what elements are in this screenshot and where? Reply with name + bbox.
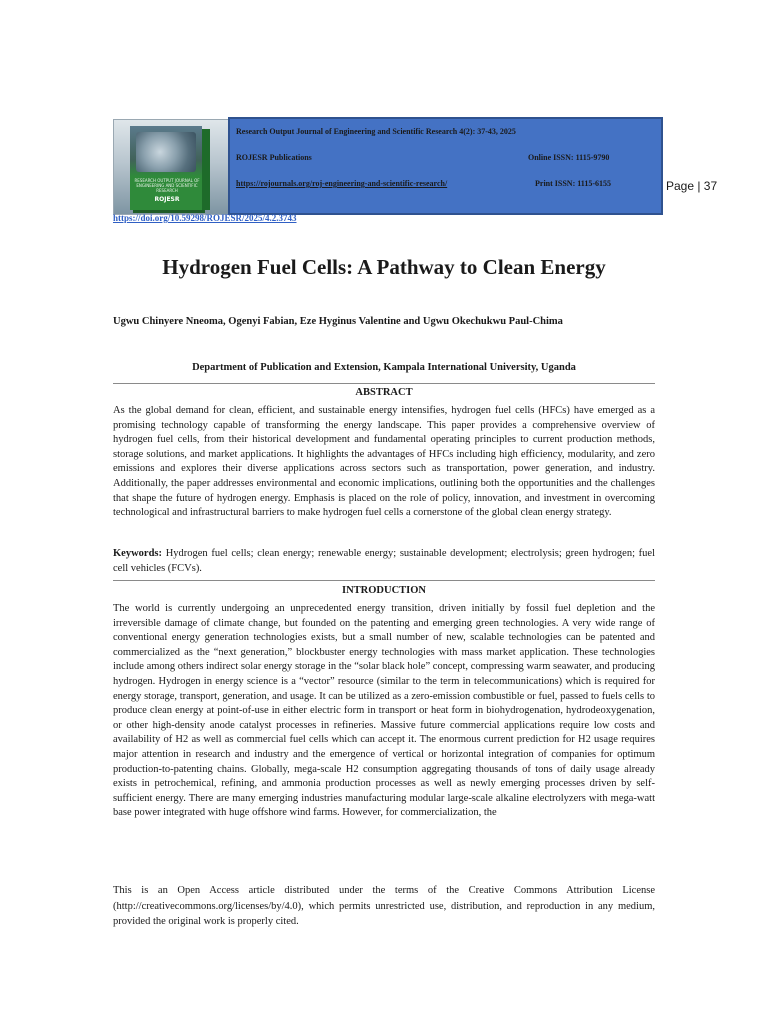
cover-brand: ROJESR [154,196,180,203]
paper-title: Hydrogen Fuel Cells: A Pathway to Clean Energy [162,255,606,279]
journal-cover-image [113,119,230,215]
affiliation: Department of Publication and Extension, Kampala International University, Uganda [192,362,576,373]
doi-link[interactable]: https://doi.org/10.59298/ROJESR/2025/4.2.3743 [113,213,297,223]
journal-header-box [228,117,663,215]
cover-artwork [136,132,196,172]
cover-title: RESEARCH OUTPUT JOURNAL OF ENGINEERING AND SCIENTIFIC RESEARCH [134,178,200,193]
keywords-text: Hydrogen fuel cells; clean energy; renewable energy; sustainable development; electrolysis; green hydrogen; fuel cell vehicles (FCVs). [113,548,656,574]
abstract-text: As the global demand for clean, efficient, and sustainable energy intensifies, hydrogen fuel cells (HFCs) have emerged as a promising technology capable of transforming the energy landscape. This paper provides a comprehensive overview of hydrogen fuel cells, from their historical development and fundamental operating principles to current production methods, storage solutions, and market applications. It highlights the advantages of HFCs including high efficiency, modularity, and zero emissions and explores their diverse applications across sectors such as transportation, power generation, and industry. Additionally, the paper addresses environmental and economic implications, outlining both the opportunities and the challenges that shape the future of hydrogen energy. Emphasis is placed on the role of policy, innovation, and investment in overcoming technological and infrastructural barriers to make hydrogen fuel cells a cornerstone of the global clean energy strategy. [113,405,655,519]
page-number: Page | 37 [666,179,718,193]
introduction-heading: INTRODUCTION [341,585,426,596]
keywords-paragraph [113,547,655,576]
introduction-text: The world is currently undergoing an unprecedented energy transition, driven initially by fossil fuel depletion and the irreversible damage of climate change, but founded on the patenting and emerging green technologies. A very wide range of conventional energy generation technologies exists, but a small number of new, scalable technologies can be patented and commercialized as the “next generation,” blockbuster energy technologies with mass market application. These technologies include among others indirect solar energy storage in the “solar black hole” concept, compressing warm seawater, and producing hydrogen. Hydrogen in energy science is a “vector” resource (similar to the term in telecommunications) which is required for energy storage, transport, generation, and usage. It can be utilized as a zero-emission combustible or fuel, passed to fuels cells to produce clean energy at point-of-use in either electric form in transport or heat form in biohydrogenation, hydrodeoxygenation, or other high-density anode catalyst processes in refineries. Massive future commercial applications require low costs and availability of H2 as well as commercial fuel cells which can accept it. The enormous current prediction for H2 usage requires major attention in research and industry and the emergence of vertical or horizontal integration of companies for optimum production-to-patenting chains. Globally, mega-scale H2 consumption aggregating thousands of tons of daily usage already exists in petrochemical, refining, and ammonia production processes as well as newly emerging processes driven by self-sufficient energy. There are many emerging industries manufacturing modular large-scale alkaline electrolyzers with mega-watt base power integrated with huge offshore wind farms. However, for commercialization, the [113,603,655,819]
license-note: This is an Open Access article distributed under the terms of the Creative Commons Attribution License (http://creativecommons.org/licenses/by/4.0), which permits unrestricted use, distribution, and reproduction in any medium, provided the original work is properly cited. [113,885,655,927]
online-issn: Online ISSN: 1115-9790 [528,153,610,162]
publisher-name: ROJESR Publications [236,153,312,162]
keywords-label: Keywords: [113,548,162,559]
journal-url-link[interactable]: https://rojournals.org/roj-engineering-and-scientific-research/ [236,179,448,188]
abstract-top-rule [113,383,655,384]
abstract-heading: ABSTRACT [355,387,413,398]
cover-spine [202,129,210,210]
print-issn: Print ISSN: 1115-6155 [535,179,612,188]
journal-citation: Research Output Journal of Engineering and Scientific Research 4(2): 37-43, 2025 [236,127,516,136]
author-list: Ugwu Chinyere Nneoma, Ogenyi Fabian, Eze Hyginus Valentine and Ugwu Okechukwu Paul-Chima [113,316,563,327]
intro-top-rule [113,580,655,581]
